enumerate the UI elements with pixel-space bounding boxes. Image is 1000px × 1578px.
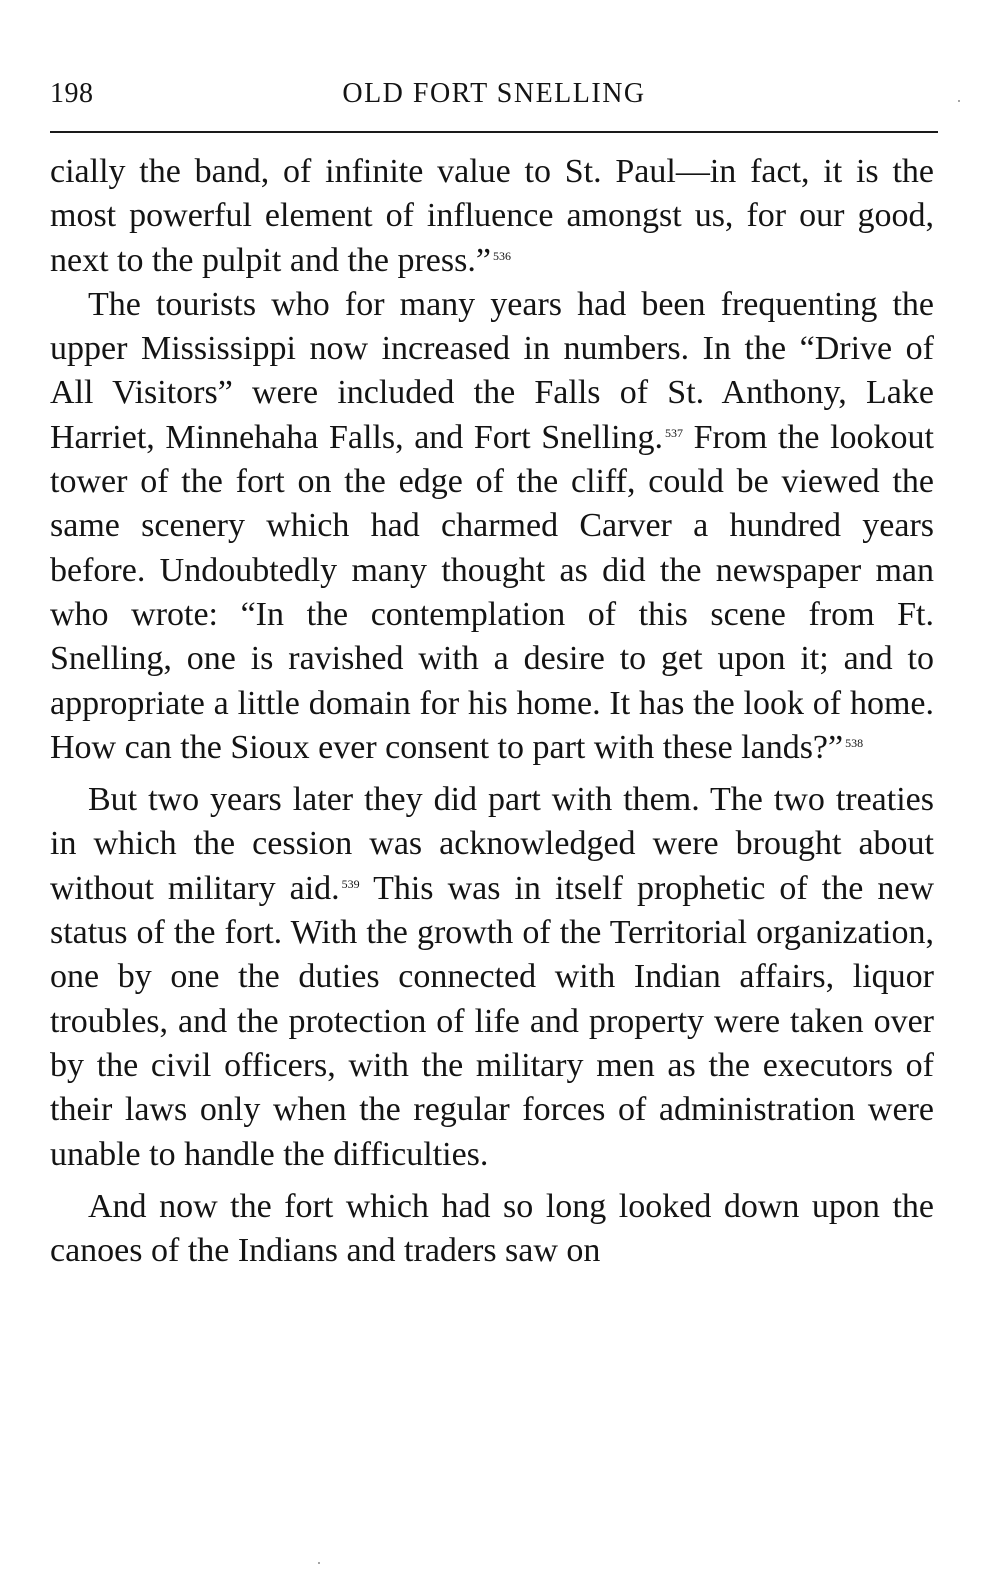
paragraph-1-text: cially the band, of infinite value to St. Paul—in fact, it is the most powerful element of influence amongst us, for our good, next to the pulpit and the press.” <box>50 153 934 279</box>
paragraph-4-text: And now the fort which had so long looked down upon the canoes of the Indians and traders saw on <box>50 1187 934 1270</box>
paragraph-3 <box>50 778 934 1177</box>
footnote-ref-536: 536 <box>492 248 511 263</box>
page-header <box>50 78 938 118</box>
body-text <box>50 150 934 1273</box>
footnote-ref-539: 539 <box>341 876 360 891</box>
paragraph-3-text-continued: This was in itself prophetic of the new status of the fort. With the growth of the Territorial organization, one by one the duties connected with Indian affairs, liquor troubles, and the protection of life and property were taken over by the civil officers, with the military men as the executors of their laws only when the regular forces of administration were unable to handle the difficulties. <box>50 869 934 1173</box>
scan-speck <box>958 100 960 102</box>
scan-speck <box>318 1562 320 1564</box>
page-number: 198 <box>50 78 94 109</box>
paragraph-2-text: The tourists who for many years had been frequenting the upper Mississippi now increased in numbers. In the “Drive of All Visitors” were included the Falls of St. Anthony, Lake Harriet, Minnehaha Falls, and Fort Snelling. <box>50 285 934 456</box>
running-title: OLD FORT SNELLING <box>342 78 646 109</box>
footnote-ref-538: 538 <box>845 736 864 751</box>
paragraph-2 <box>50 283 934 770</box>
paragraph-4 <box>50 1185 934 1274</box>
header-rule <box>50 131 938 133</box>
paragraph-1 <box>50 150 934 283</box>
footnote-ref-537: 537 <box>665 425 684 440</box>
paragraph-2-text-continued: From the lookout tower of the fort on the edge of the cliff, could be viewed the same scenery which had charmed Carver a hundred years before. Undoubtedly many thought as did the newspaper man who wrote: “In the contemplation of this scene from Ft. Snelling, one is ravished with a desire to get upon it; and to appropriate a little domain for his home. It has the look of home. How can the Sioux ever consent to part with these lands?” <box>50 418 934 766</box>
paragraph-3-text: But two years later they did part with them. The two treaties in which the cession was acknowledged were brought about without military aid. <box>50 781 934 907</box>
